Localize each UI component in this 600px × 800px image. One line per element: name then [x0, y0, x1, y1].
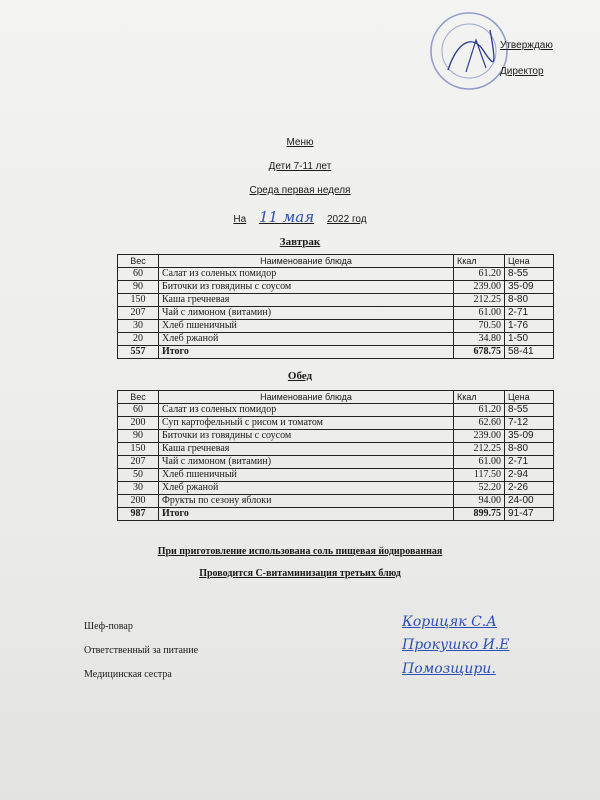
cell-kcal: 70.50	[454, 320, 505, 333]
cell-price: 35-09	[505, 430, 554, 443]
table-row	[118, 482, 554, 495]
breakfast-table	[117, 254, 554, 359]
cell-weight: 200	[118, 417, 159, 430]
cell-name: Хлеб пшеничный	[159, 320, 454, 333]
approval-block	[500, 40, 553, 78]
table-row	[118, 333, 554, 346]
cell-name: Фрукты по сезону яблоки	[159, 495, 454, 508]
cell-weight: 207	[118, 307, 159, 320]
col-weight: Вес	[118, 391, 159, 404]
cell-kcal: 61.00	[454, 456, 505, 469]
table-row	[118, 469, 554, 482]
table-row	[118, 443, 554, 456]
cell-kcal: 212.25	[454, 443, 505, 456]
date-suffix: 2022 год	[326, 214, 367, 225]
document-title: Меню	[286, 137, 314, 148]
cell-name: Каша гречневая	[159, 443, 454, 456]
cell-kcal: 94.00	[454, 495, 505, 508]
cell-weight: 90	[118, 430, 159, 443]
signature-role-nurse: Медицинская сестра	[84, 669, 172, 680]
cell-kcal: 62.60	[454, 417, 505, 430]
cell-weight: 207	[118, 456, 159, 469]
cell-name: Хлеб ржаной	[159, 482, 454, 495]
note-iodized-salt: При приготовление использована соль пищевая йодированная	[157, 546, 443, 557]
table-row	[118, 417, 554, 430]
total-label: Итого	[159, 346, 454, 359]
cell-weight: 30	[118, 482, 159, 495]
cell-kcal: 34.80	[454, 333, 505, 346]
signature-role-nutrition: Ответственный за питание	[84, 645, 199, 656]
table-row	[118, 307, 554, 320]
col-name: Наименование блюда	[159, 391, 454, 404]
cell-price: 7-12	[505, 417, 554, 430]
total-row	[118, 346, 554, 359]
table-row	[118, 281, 554, 294]
total-kcal: 678.75	[454, 346, 505, 359]
table-row	[118, 495, 554, 508]
handwritten-signature-nurse: Помозщири.	[402, 661, 496, 677]
cell-name: Салат из соленых помидор	[159, 268, 454, 281]
col-price: Цена	[505, 255, 554, 268]
cell-kcal: 239.00	[454, 430, 505, 443]
total-weight: 987	[118, 508, 159, 521]
cell-kcal: 52.20	[454, 482, 505, 495]
cell-price: 35-09	[505, 281, 554, 294]
total-label: Итого	[159, 508, 454, 521]
handwritten-signature-nutrition: Прокушко И.Е	[402, 637, 510, 653]
table-row	[118, 430, 554, 443]
cell-price: 2-71	[505, 456, 554, 469]
col-weight: Вес	[118, 255, 159, 268]
cell-price: 8-80	[505, 294, 554, 307]
cell-name: Хлеб ржаной	[159, 333, 454, 346]
cell-weight: 90	[118, 281, 159, 294]
cell-price: 1-76	[505, 320, 554, 333]
cell-kcal: 117.50	[454, 469, 505, 482]
stamp-seal-icon	[428, 10, 510, 92]
cell-price: 2-94	[505, 469, 554, 482]
col-kcal: Ккал	[454, 391, 505, 404]
table-row	[118, 294, 554, 307]
cell-price: 1-50	[505, 333, 554, 346]
table-header-row	[118, 391, 554, 404]
total-row	[118, 508, 554, 521]
cell-name: Чай с лимоном (витамин)	[159, 456, 454, 469]
date-prefix: На	[233, 214, 247, 225]
cell-name: Хлеб пшеничный	[159, 469, 454, 482]
total-kcal: 899.75	[454, 508, 505, 521]
table-row	[118, 268, 554, 281]
cell-name: Каша гречневая	[159, 294, 454, 307]
cell-price: 2-71	[505, 307, 554, 320]
breakfast-title: Завтрак	[279, 236, 321, 248]
cell-kcal: 61.20	[454, 268, 505, 281]
approval-line-2: Директор	[500, 66, 544, 77]
cell-weight: 50	[118, 469, 159, 482]
col-kcal: Ккал	[454, 255, 505, 268]
cell-name: Чай с лимоном (витамин)	[159, 307, 454, 320]
cell-weight: 150	[118, 294, 159, 307]
cell-weight: 20	[118, 333, 159, 346]
cell-weight: 150	[118, 443, 159, 456]
cell-kcal: 212.25	[454, 294, 505, 307]
cell-kcal: 239.00	[454, 281, 505, 294]
age-group: Дети 7-11 лет	[268, 161, 332, 172]
cell-price: 2-26	[505, 482, 554, 495]
cell-name: Биточки из говядины с соусом	[159, 430, 454, 443]
cell-kcal: 61.20	[454, 404, 505, 417]
total-weight: 557	[118, 346, 159, 359]
cell-kcal: 61.00	[454, 307, 505, 320]
col-price: Цена	[505, 391, 554, 404]
cell-name: Биточки из говядины с соусом	[159, 281, 454, 294]
cell-price: 24-00	[505, 495, 554, 508]
col-name: Наименование блюда	[159, 255, 454, 268]
cell-weight: 30	[118, 320, 159, 333]
date-line	[0, 208, 600, 226]
total-price: 58-41	[505, 346, 554, 359]
table-row	[118, 456, 554, 469]
handwritten-signature-chef: Корицяк С.А	[402, 614, 497, 630]
cell-price: 8-55	[505, 268, 554, 281]
table-row	[118, 320, 554, 333]
cell-name: Салат из соленых помидор	[159, 404, 454, 417]
table-header-row	[118, 255, 554, 268]
table-row	[118, 404, 554, 417]
approval-line-1: Утверждаю	[500, 40, 553, 51]
lunch-title: Обед	[287, 370, 313, 382]
cell-name: Суп картофельный с рисом и томатом	[159, 417, 454, 430]
week-day: Среда первая неделя	[249, 185, 351, 196]
lunch-table	[117, 390, 554, 521]
cell-weight: 200	[118, 495, 159, 508]
note-vitamin-c: Проводится С-витаминизация третьих блюд	[199, 568, 401, 579]
cell-weight: 60	[118, 404, 159, 417]
total-price: 91-47	[505, 508, 554, 521]
handwritten-date: 11 мая	[258, 208, 315, 226]
cell-weight: 60	[118, 268, 159, 281]
signature-role-chef: Шеф-повар	[84, 621, 133, 632]
cell-price: 8-55	[505, 404, 554, 417]
cell-price: 8-80	[505, 443, 554, 456]
